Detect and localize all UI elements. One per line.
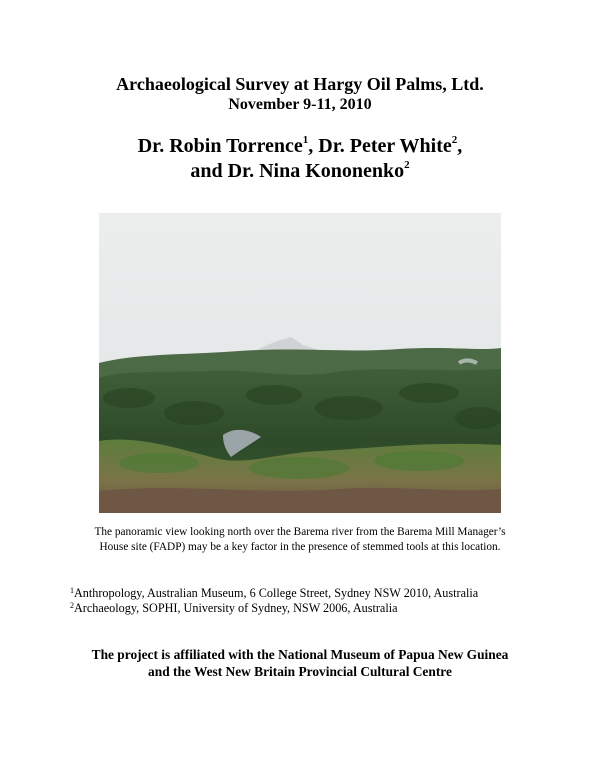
affiliation-list xyxy=(70,586,478,616)
author-list xyxy=(0,134,600,184)
author-conjunction: and xyxy=(190,160,228,182)
landscape-photo-icon xyxy=(99,213,501,513)
author-affiliation-mark: 2 xyxy=(451,134,458,146)
author-separator: , xyxy=(308,135,319,157)
caption-line: House site (FADP) may be a key factor in the presence of stemmed tools at this location. xyxy=(99,541,501,553)
document-title: Archaeological Survey at Hargy Oil Palms, Ltd. xyxy=(116,74,484,94)
project-note-line: and the West New Britain Provincial Cultural Centre xyxy=(148,664,452,679)
author-name: Dr. Nina Kononenko xyxy=(227,160,405,182)
author-name: Dr. Peter White xyxy=(318,135,452,157)
figure-caption xyxy=(0,525,600,555)
affiliation-item xyxy=(70,586,478,601)
author-line-2 xyxy=(0,159,600,184)
landscape-photo xyxy=(99,213,501,513)
author-affiliation-mark: 2 xyxy=(404,159,410,171)
affiliation-mark: 2 xyxy=(70,601,74,610)
author-separator: , xyxy=(457,135,463,157)
caption-line: The panoramic view looking north over the Barema river from the Barema Mill Manager’s xyxy=(94,526,506,538)
affiliation-mark: 1 xyxy=(70,586,74,595)
cleared-ground xyxy=(99,488,501,513)
author-name: Dr. Robin Torrence xyxy=(137,135,303,157)
author-line-1 xyxy=(0,134,600,159)
author-affiliation-mark: 1 xyxy=(302,134,309,146)
survey-date: November 9-11, 2010 xyxy=(228,96,372,113)
affiliation-item xyxy=(70,601,478,616)
affiliation-text: Archaeology, SOPHI, University of Sydney, NSW 2006, Australia xyxy=(74,601,398,615)
affiliation-text: Anthropology, Australian Museum, 6 College Street, Sydney NSW 2010, Australia xyxy=(74,586,479,600)
project-note-line: The project is affiliated with the National Museum of Papua New Guinea xyxy=(91,647,509,662)
project-affiliation-note xyxy=(0,646,600,680)
